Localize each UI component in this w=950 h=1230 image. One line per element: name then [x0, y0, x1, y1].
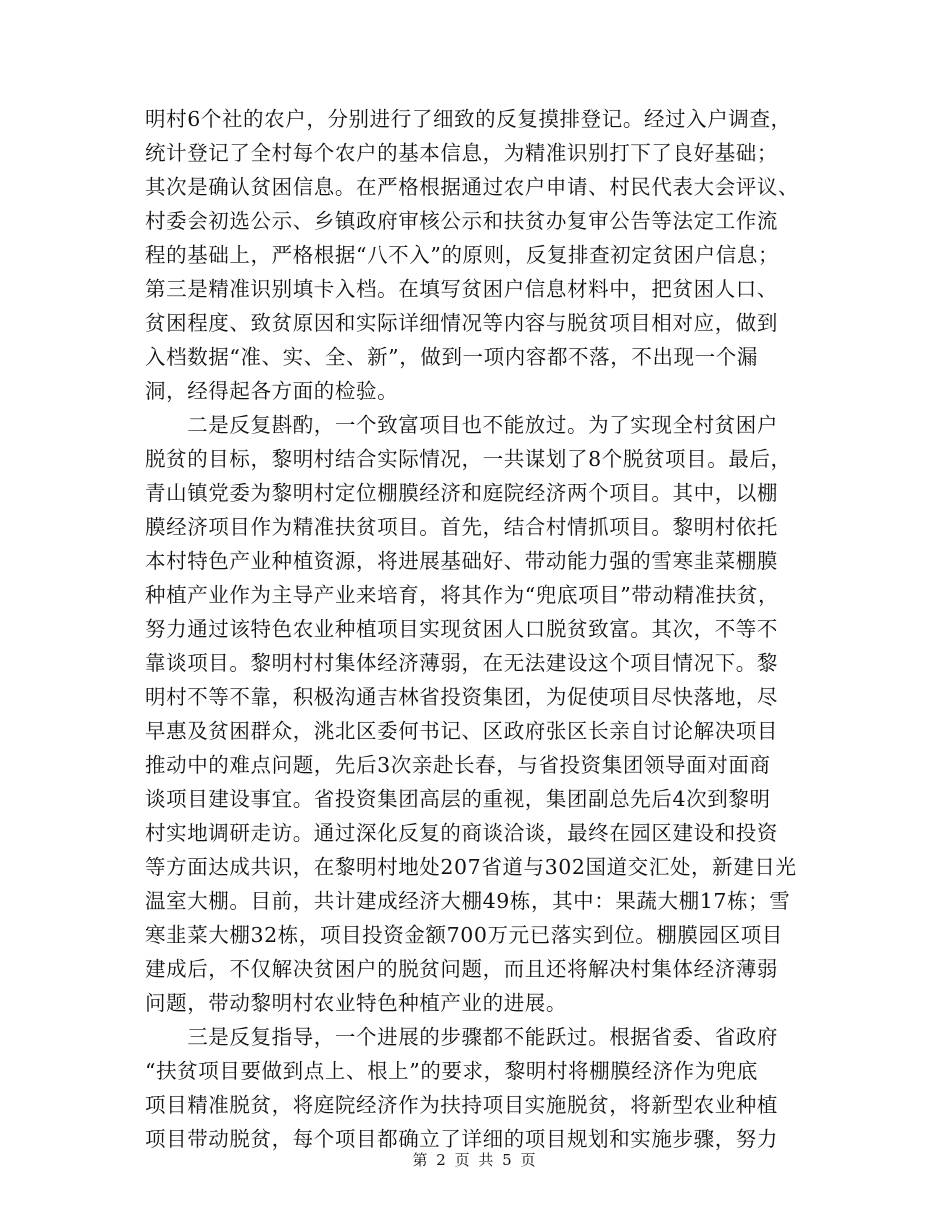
text-line: 二是反复斟酌，一个致富项目也不能放过。为了实现全村贫困户 [145, 413, 778, 437]
text-line: 脱贫的目标，黎明村结合实际情况，一共谋划了8个脱贫项目。最后， [145, 447, 792, 471]
text-line: 本村特色产业种植资源，将进展基础好、带动能力强的雪寒韭菜棚膜 [145, 549, 778, 573]
text-line: 村实地调研走访。通过深化反复的商谈洽谈，最终在园区建设和投资 [145, 821, 778, 845]
text-line: 村委会初选公示、乡镇政府审核公示和扶贫办复审公告等法定工作流 [145, 209, 778, 233]
text-line: 项目带动脱贫，每个项目都确立了详细的项目规划和实施步骤，努力 [145, 1127, 778, 1151]
text-line: 膜经济项目作为精准扶贫项目。首先，结合村情抓项目。黎明村依托 [145, 515, 778, 539]
text-line: 建成后，不仅解决贫困户的脱贫问题，而且还将解决村集体经济薄弱 [145, 957, 778, 981]
text-line: 明村6个社的农户，分别进行了细致的反复摸排登记。经过入户调查， [145, 107, 792, 131]
text-line: 等方面达成共识，在黎明村地处207省道与302国道交汇处，新建日光 [145, 855, 797, 879]
text-line: 三是反复指导，一个进展的步骤都不能跃过。根据省委、省政府 [145, 1025, 778, 1049]
text-line: 洞，经得起各方面的检验。 [145, 379, 399, 403]
text-line: 青山镇党委为黎明村定位棚膜经济和庭院经济两个项目。其中，以棚 [145, 481, 778, 505]
text-line: 靠谈项目。黎明村村集体经济薄弱，在无法建设这个项目情况下。黎 [145, 651, 778, 675]
text-line: 项目精准脱贫，将庭院经济作为扶持项目实施脱贫，将新型农业种植 [145, 1093, 778, 1117]
text-line: 入档数据“准、实、全、新”，做到一项内容都不落，不出现一个漏 [145, 345, 758, 369]
text-line: 程的基础上，严格根据“八不入”的原则，反复排查初定贫困户信息； [145, 243, 780, 267]
text-line: 统计登记了全村每个农户的基本信息，为精准识别打下了良好基础； [145, 141, 778, 165]
text-line: 第三是精准识别填卡入档。在填写贫困户信息材料中，把贫困人口、 [145, 277, 778, 301]
text-line: 谈项目建设事宜。省投资集团高层的重视，集团副总先后4次到黎明 [145, 787, 771, 811]
text-line: 努力通过该特色农业种植项目实现贫困人口脱贫致富。其次，不等不 [145, 617, 778, 641]
text-line: 明村不等不靠，积极沟通吉林省投资集团，为促使项目尽快落地，尽 [145, 685, 778, 709]
page-footer: 第 2 页 共 5 页 [412, 1151, 538, 1169]
text-line: 推动中的难点问题，先后3次亲赴长春，与省投资集团领导面对面商 [145, 753, 771, 777]
text-line: 其次是确认贫困信息。在严格根据通过农户申请、村民代表大会评议、 [145, 175, 800, 199]
text-line: 寒韭菜大棚32栋，项目投资金额700万元已落实到位。棚膜园区项目 [145, 923, 783, 947]
text-line: 早惠及贫困群众，洮北区委何书记、区政府张区长亲自讨论解决项目 [145, 719, 778, 743]
text-line: “扶贫项目要做到点上、根上”的要求，黎明村将棚膜经济作为兜底 [145, 1059, 758, 1083]
text-line: 温室大棚。目前，共计建成经济大棚49栋，其中：果蔬大棚17栋；雪 [145, 889, 791, 913]
text-line: 种植产业作为主导产业来培育，将其作为“兜底项目”带动精准扶贫， [145, 583, 780, 607]
text-line: 贫困程度、致贫原因和实际详细情况等内容与脱贫项目相对应，做到 [145, 311, 778, 335]
text-line: 问题，带动黎明村农业特色种植产业的进展。 [145, 991, 567, 1015]
